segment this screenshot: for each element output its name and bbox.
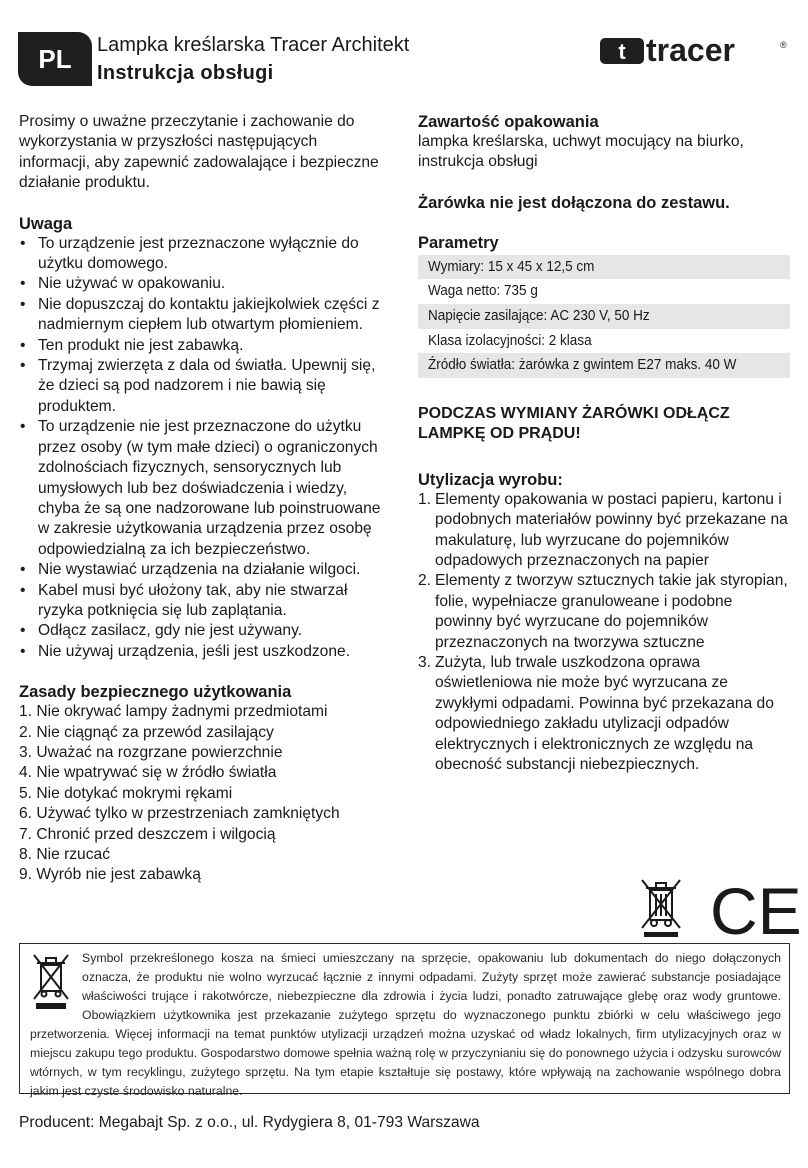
param-row bbox=[418, 255, 790, 280]
certification-marks bbox=[640, 874, 802, 948]
safety-list bbox=[19, 702, 391, 886]
product-title: Lampka kreślarska Tracer Architekt bbox=[97, 34, 410, 56]
weee-notice-text: Symbol przekreślonego kosza na śmieci umieszczany na sprzęcie, opakowaniu lub dokumentach do niego dołączonych oznacza, że produktu nie wolno wyrzucać łącznie z innymi odpadami. Zużyty sprzęt może zawierać substancje posiadające właściwości trujące i rakotwórcze, niebezpieczne dla zdrowia i życia ludzi, ponadto zatruwające glebę oraz wody gruntowe. Obowiązkiem użytkownika jest przekazanie zużytego sprzętu do wyznaczonego punktu zbiórki w celu właściwego jego przetworzenia. Więcej informacji na temat punktów utylizacji urządzeń można uzyskać od władz lokalnych, firm utylizacyjnych oraz w miejscu zakupu tego produktu. Gospodarstwo domowe spełnia ważną rolę w przyczynianiu się do ponownego użycia i odzysku surowców wtórnych, w tym recyklingu, zużytego sprzętu. Na tym etapie kształtuje się postawy, które wpływają na zachowanie wspólnego dobra jakim jest czyste środowisko naturalne. bbox=[30, 951, 781, 1098]
param-row bbox=[418, 304, 790, 329]
params-heading: Parametry bbox=[418, 233, 499, 252]
param-insulation: Klasa izolacyjności: 2 klasa bbox=[428, 331, 592, 349]
list-item: 8. Nie rzucać bbox=[19, 846, 110, 863]
right-column bbox=[418, 112, 790, 775]
param-voltage: Napięcie zasilające: AC 230 V, 50 Hz bbox=[428, 307, 650, 324]
list-item: 1. Elementy opakowania w postaci papieru, kartonu i podobnych materiałów powinny być przekazane na makulaturę, lub wyrzucane do pojemników odpadowych przeznaczonych na papier bbox=[418, 490, 788, 569]
list-item: • Trzymaj zwierzęta z dala od światła. Upewnij się, że dzieci są pod nadzorem i nie bawią się produktem. bbox=[19, 356, 391, 417]
param-light-source: Źródło światła: żarówka z gwintem E27 maks. 40 W bbox=[428, 356, 737, 374]
list-item: • Nie używać w opakowaniu. bbox=[19, 274, 391, 294]
list-item: • Ten produkt nie jest zabawką. bbox=[19, 336, 391, 356]
svg-text:t: t bbox=[618, 39, 626, 64]
params-table bbox=[418, 255, 790, 378]
bulb-warning: PODCZAS WYMIANY ŻARÓWKI ODŁĄCZ LAMPKĘ OD PRĄDU! bbox=[418, 404, 730, 442]
list-item: • To urządzenie nie jest przeznaczone do użytku przez osoby (w tym małe dzieci) o ograniczonych zdolnościach fizycznych, sensorycznych lub umysłowych lub bez doświadczenia i wiedzy, chyba że są one nadzorowane lub poinstruowane w zakresie użytkowania urządzenia przez osobę odpowiedzialną za ich bezpieczeństwo. bbox=[19, 417, 391, 560]
list-item: • Nie dopuszczaj do kontaktu jakiejkolwiek części z nadmiernym ciepłem lub otwartym płomieniem. bbox=[19, 295, 391, 336]
list-item: 4. Nie wpatrywać się w źródło światła bbox=[19, 764, 277, 782]
list-item: • Nie używaj urządzenia, jeśli jest uszkodzone. bbox=[19, 642, 391, 662]
param-row bbox=[418, 329, 790, 354]
safety-heading: Zasady bezpiecznego użytkowania bbox=[19, 683, 292, 702]
language-badge: PL bbox=[18, 32, 92, 86]
tracer-logo bbox=[598, 28, 790, 70]
disposal-heading: Utylizacja wyrobu: bbox=[418, 470, 563, 489]
param-row bbox=[418, 353, 790, 378]
param-row bbox=[418, 279, 790, 304]
brand-wordmark: tracer bbox=[646, 32, 735, 68]
ce-mark-icon: CE bbox=[710, 874, 802, 948]
list-item: 3. Zużyta, lub trwale uszkodzona oprawa oświetleniowa nie może być wyrzucana ze zwykłymi odpadami. Powinna być przekazana do odpowiedniego zakładu utylizacji odpadów elektrycznych i elektronicznych ze względu na obecność substancji niebezpiecznych. bbox=[418, 654, 774, 774]
producer-info: Producent: Megabajt Sp. z o.o., ul. Rydygiera 8, 01-793 Warszawa bbox=[19, 1114, 480, 1131]
weee-bin-small-icon bbox=[30, 951, 72, 1011]
weee-bar bbox=[644, 932, 678, 937]
intro-paragraph: Prosimy o uważne przeczytanie i zachowanie do wykorzystania w przyszłości następujących informacji, aby zapewnić zadowalające i bezpieczne działanie produktu. bbox=[19, 113, 379, 192]
warning-list bbox=[19, 234, 391, 663]
contents-heading: Zawartość opakowania bbox=[418, 113, 599, 131]
warning-heading: Uwaga bbox=[19, 214, 73, 233]
bulb-note: Żarówka nie jest dołączona do zestawu. bbox=[418, 193, 730, 212]
list-item: 7. Chronić przed deszczem i wilgocią bbox=[19, 825, 276, 843]
list-item: 2. Elementy z tworzyw sztucznych takie jak styropian, folie, wypełniacze granuloweane i podobne powinny być wyrzucane do pojemników przeznaczonych na tworzywa sztuczne bbox=[418, 572, 788, 651]
left-column bbox=[19, 112, 391, 886]
weee-bin-icon bbox=[642, 880, 680, 928]
contents-text: lampka kreślarska, uchwyt mocujący na biurko, instrukcja obsługi bbox=[418, 133, 744, 171]
list-item: 3. Uważać na rozgrzane powierzchnie bbox=[19, 743, 283, 761]
list-item: • Odłącz zasilacz, gdy nie jest używany. bbox=[19, 621, 391, 641]
param-dimensions: Wymiary: 15 x 45 x 12,5 cm bbox=[428, 257, 595, 275]
svg-text:®: ® bbox=[780, 40, 787, 50]
list-item: 2. Nie ciągnąć za przewód zasilający bbox=[19, 723, 274, 741]
manual-subtitle: Instrukcja obsługi bbox=[97, 62, 274, 84]
list-item: • To urządzenie jest przeznaczone wyłącznie do użytku domowego. bbox=[19, 234, 391, 275]
list-item: 5. Nie dotykać mokrymi rękami bbox=[19, 784, 233, 802]
list-item: • Kabel musi być ułożony tak, aby nie stwarzał ryzyka potknięcia się lub zaplątania. bbox=[19, 581, 391, 622]
list-item: 6. Używać tylko w przestrzeniach zamkniętych bbox=[19, 805, 340, 823]
list-item: 1. Nie okrywać lampy żadnymi przedmiotami bbox=[19, 703, 328, 721]
disposal-list bbox=[418, 490, 790, 776]
list-item: 9. Wyrób nie jest zabawką bbox=[19, 866, 201, 884]
param-weight: Waga netto: 735 g bbox=[428, 282, 538, 300]
weee-notice bbox=[19, 943, 790, 1098]
list-item: • Nie wystawiać urządzenia na działanie wilgoci. bbox=[19, 560, 391, 580]
